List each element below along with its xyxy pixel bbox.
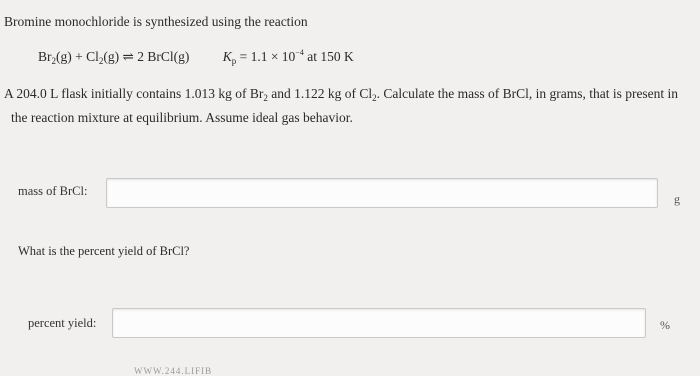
mass-input[interactable]	[106, 178, 658, 208]
reaction-equation	[38, 48, 354, 66]
mass-label: mass of BrCl:	[18, 184, 88, 198]
equilibrium-arrow-icon: ⇌	[122, 49, 134, 64]
percent-yield-label: percent yield:	[28, 316, 97, 330]
percent-yield-unit: %	[660, 318, 670, 332]
percent-yield-input[interactable]	[112, 308, 646, 338]
problem-line-1: A 204.0 L flask initially contains 1.013 kg of $Br_2$ and 1.122 kg of $Cl_2$. Calculate the mass of BrCl, in grams, that is present in	[4, 86, 679, 103]
kp-expression: $K_p = 1.1 \times 10^{-4}$ at 150 K	[222, 48, 354, 66]
percent-yield-question: What is the percent yield of BrCl?	[18, 244, 190, 258]
intro-text: Bromine monochloride is synthesized using the reaction	[4, 14, 308, 29]
problem-line-2: the reaction mixture at equilibrium. Assume ideal gas behavior.	[11, 110, 353, 125]
footer-text: WWW.244.LIFIB	[134, 366, 213, 376]
reaction-cl2: $Cl_2(g)$	[86, 49, 123, 66]
reaction-br2: $Br_2(g)$ +	[38, 49, 87, 66]
mass-unit: g	[674, 192, 680, 206]
problem-statement	[4, 84, 694, 128]
reaction-product: 2 BrCl(g)	[133, 49, 190, 64]
